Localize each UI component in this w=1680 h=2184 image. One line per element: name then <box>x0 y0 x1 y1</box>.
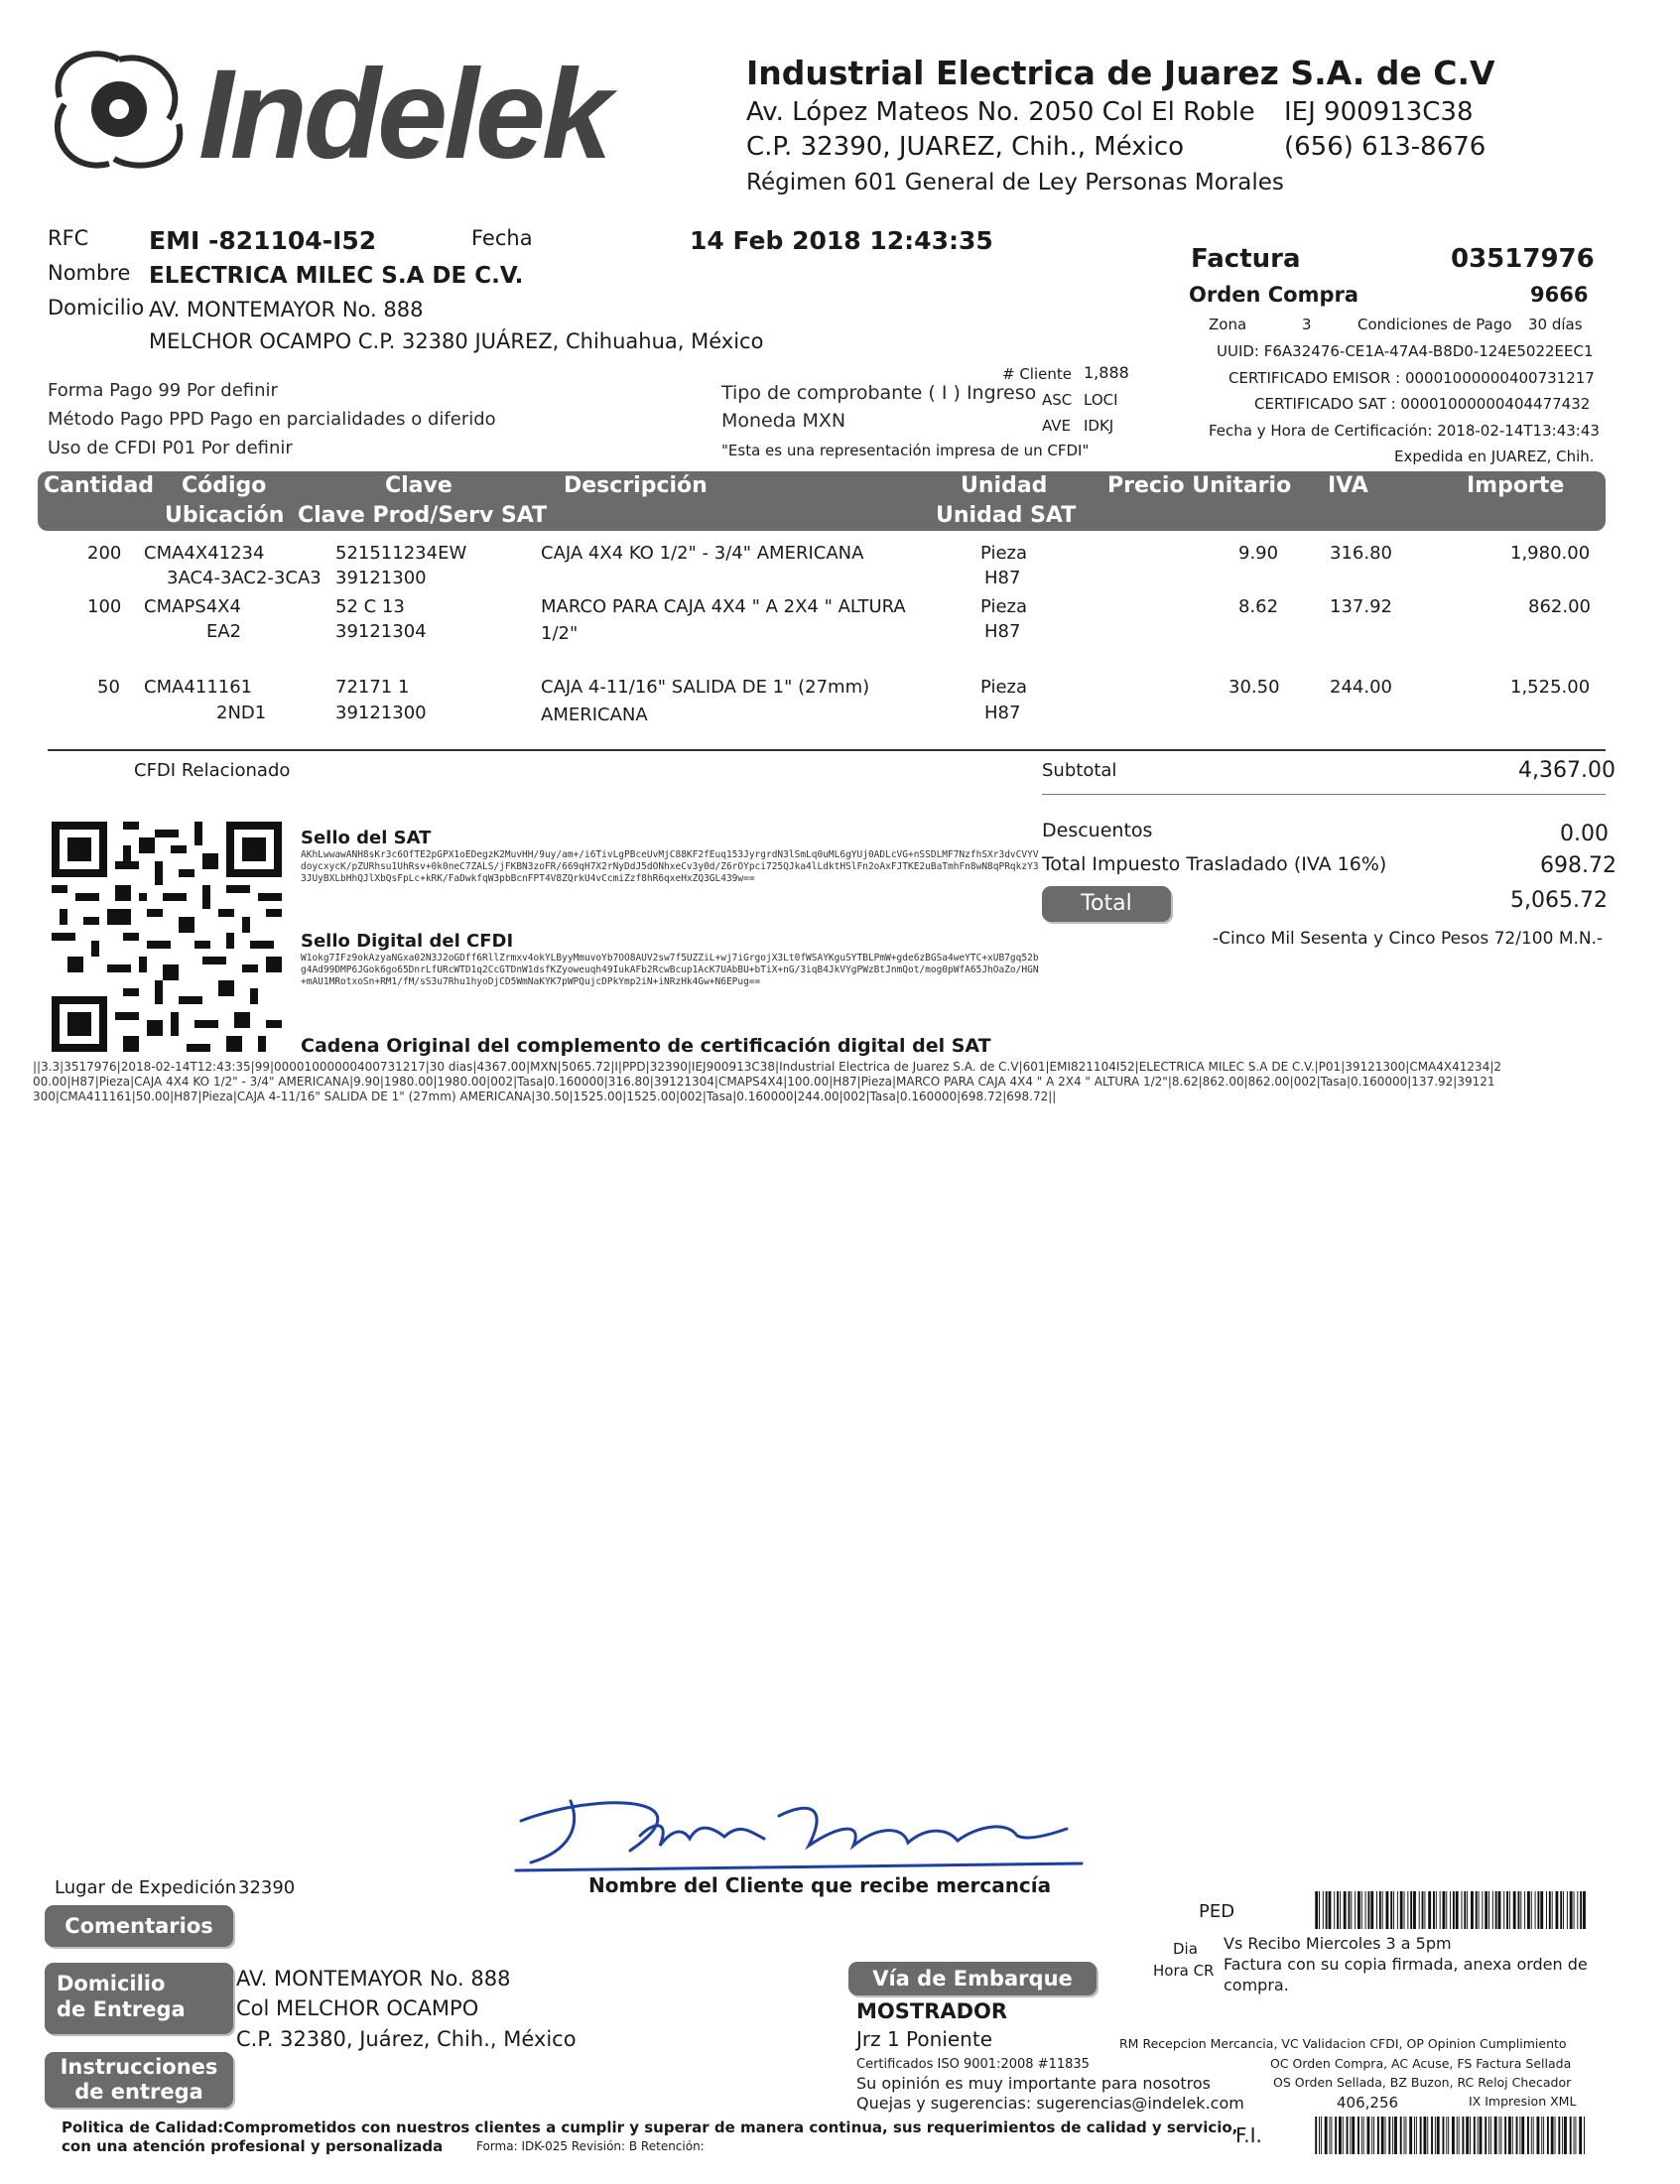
row-unidad-sat: H87 <box>984 568 1021 588</box>
rm-legend2: OC Orden Compra, AC Acuse, FS Factura Sellada <box>1270 2056 1572 2071</box>
sello-cfdi: W1okg7IFz9okAzyaNGxa02N3J2oGDff6RllZrmxv4okYLByyMmuvoYb7OO8AUV2sw7f5UZZiL+wj7iGrgojX3Lt0fWSAYKguSYTBLPmW+gde6zBGSa4weYTC+xUB7gq52bg4Ad99DMP6JGok6go65DnrLfURcWTD1q2CcGTDnW1dsfKZyoweuqh49IukAFb2RcwBcup1AcK7UAbBU+bTiX+nG/3iqB4JkVYgPWzBtJnmQot/mog0pWfA65JhOaZo/HGN+mAU1MRotxoSn+RM1/fM/sS3u7Rhu1hyoDjCD5WmNaKYK7pWPQujcDPkYmp2iN+iNRzHk4Gw+N6EPug== <box>301 953 1039 987</box>
cert-sat: CERTIFICADO SAT : 00001000000404477432 <box>1254 395 1591 413</box>
barcode-icon <box>1308 2117 1596 2154</box>
row-clave: 521511234EW <box>335 543 467 564</box>
jrz: Jrz 1 Poniente <box>856 2027 993 2051</box>
row-ubicacion: EA2 <box>206 621 242 642</box>
row-descripcion: CAJA 4-11/16" SALIDA DE 1" (27mm) <box>541 677 870 698</box>
row-importe: 1,525.00 <box>1510 677 1591 698</box>
sello-cfdi-label: Sello Digital del CFDI <box>301 931 514 952</box>
company-regimen: Régimen 601 General de Ley Personas Morales <box>746 170 1284 195</box>
row-unidad: Pieza <box>980 677 1028 698</box>
entrega-line1: AV. MONTEMAYOR No. 888 <box>236 1967 511 1991</box>
cadena-original: ||3.3|3517976|2018-02-14T12:43:35|99|00001000000400731217|30 dias|4367.00|MXN|5065.72|I|PPD|32390|IEJ900913C38|Industrial Electrica de Juarez S.A. de C.V|601|EMI821104I52|ELECTRICA MILEC S.A DE C.V.|P01|39121300|CMA4X41234|200.00|H87|Pieza|CAJA 4X4 KO 1/2" - 3/4" AMERICANA|9.90|1980.00|1980.00|002|Tasa|0.160000|316.80|39121304|CMAPS4X4|100.00|H87|Pieza|MARCO PARA CAJA 4X4 " A 2X4 " ALTURA 1/2"|8.62|862.00|862.00|002|Tasa|0.160000|137.92|39121300|CMA411161|50.00|H87|Pieza|CAJA 4-11/16" SALIDA DE 1" (27mm) AMERICANA|30.50|1525.00|1525.00|002|Tasa|0.160000|244.00|002|Tasa|0.160000|698.72|698.72|| <box>33 1060 1502 1103</box>
client-domicilio2: MELCHOR OCAMPO C.P. 32380 JUÁREZ, Chihuahua, México <box>149 329 764 353</box>
forma-revision: Forma: IDK-025 Revisión: B Retención: <box>476 2139 705 2153</box>
col-clave-prod: Clave Prod/Serv SAT <box>298 503 548 528</box>
row-unidad-sat: H87 <box>984 703 1021 723</box>
row-codigo: CMA411161 <box>144 677 253 698</box>
col-iva: IVA <box>1328 473 1368 498</box>
ave: IDKJ <box>1084 417 1114 435</box>
ix-impresion: IX Impresion XML <box>1469 2094 1577 2109</box>
asc: LOCI <box>1084 391 1118 409</box>
via-embarque-label: Vía de Embarque <box>848 1962 1097 1995</box>
ped: PED <box>1199 1901 1235 1922</box>
client-domicilio1: AV. MONTEMAYOR No. 888 <box>149 298 424 321</box>
col-ubicacion: Ubicación <box>165 503 285 528</box>
opinion1: Su opinión es muy importante para nosotros <box>856 2074 1212 2093</box>
client-nombre: ELECTRICA MILEC S.A DE C.V. <box>149 263 524 289</box>
row-precio: 8.62 <box>1238 596 1279 617</box>
politica-calidad2: con una atención profesional y personalizada <box>62 2137 444 2155</box>
indelek-logo-icon <box>40 40 198 179</box>
total-label: Total <box>1042 886 1171 922</box>
instrucciones-label <box>45 2052 233 2108</box>
signature-icon <box>511 1781 1087 1875</box>
col-precio: Precio Unitario <box>1107 473 1292 498</box>
opinion2: Quejas y sugerencias: sugerencias@indelek.com <box>856 2094 1244 2113</box>
subtotal-label: Subtotal <box>1042 760 1117 781</box>
client-rfc: EMI -821104-I52 <box>149 226 377 255</box>
fi-label: F.I. <box>1235 2123 1262 2147</box>
fecha-label: Fecha <box>471 226 533 250</box>
row-descripcion2: AMERICANA <box>541 705 648 725</box>
row-descripcion: CAJA 4X4 KO 1/2" - 3/4" AMERICANA <box>541 543 864 564</box>
instrucciones-line2: de entrega <box>74 2080 203 2104</box>
factura-copia1: Factura con su copia firmada, anexa orden de <box>1224 1955 1588 1974</box>
total-letra: -Cinco Mil Sesenta y Cinco Pesos 72/100 M.N.- <box>1213 929 1604 949</box>
leyenda-cfdi: "Esta es una representación impresa de un CFDI" <box>721 442 1090 459</box>
uuid: UUID: F6A32476-CE1A-47A4-B8D0-124E5022EEC1 <box>1217 342 1594 360</box>
rm-legend3: OS Orden Sellada, BZ Buzon, RC Reloj Checador <box>1273 2075 1572 2090</box>
zona-label: Zona <box>1209 316 1247 333</box>
fecha: 14 Feb 2018 12:43:35 <box>690 226 993 255</box>
hora-label: Hora CR <box>1153 1962 1215 1980</box>
ave-label: AVE <box>1042 417 1072 435</box>
entrega-line3: C.P. 32380, Juárez, Chih., México <box>236 2027 577 2051</box>
factura-label: Factura <box>1191 244 1301 274</box>
entrega-line2: Col MELCHOR OCAMPO <box>236 1996 479 2020</box>
folio-number: 406,256 <box>1337 2094 1399 2112</box>
row-iva: 244.00 <box>1330 677 1392 698</box>
condiciones-label: Condiciones de Pago <box>1357 316 1512 333</box>
domicilio-entrega-line1: Domicilio <box>57 1972 166 1995</box>
iso: Certificados ISO 9001:2008 #11835 <box>856 2057 1090 2072</box>
nombre-label: Nombre <box>48 261 131 285</box>
moneda: Moneda MXN <box>721 410 846 432</box>
lugar-label: Lugar de Expedición <box>55 1877 237 1898</box>
row-clave: 52 C 13 <box>335 596 405 617</box>
company-address2: C.P. 32390, JUAREZ, Chih., México <box>746 132 1185 162</box>
signature-label: Nombre del Cliente que recibe mercancía <box>588 1873 1052 1897</box>
domicilio-entrega-line2: de Entrega <box>57 1997 186 2021</box>
row-unidad: Pieza <box>980 596 1028 617</box>
qr-code-icon <box>42 822 292 1052</box>
mostrador: MOSTRADOR <box>856 1999 1008 2023</box>
instrucciones-line1: Instrucciones <box>60 2055 218 2079</box>
col-codigo: Código <box>182 473 267 498</box>
dia-label: Dia <box>1173 1940 1198 1958</box>
total: 5,065.72 <box>1510 888 1608 913</box>
row-iva: 316.80 <box>1330 543 1392 564</box>
company-rfc: IEJ 900913C38 <box>1284 97 1474 127</box>
barcode-icon <box>1308 1891 1596 1929</box>
row-codigo: CMA4X41234 <box>144 543 265 564</box>
domicilio-label: Domicilio <box>48 296 145 320</box>
company-name: Industrial Electrica de Juarez S.A. de C.V <box>746 54 1495 92</box>
uso-cfdi: Uso de CFDI P01 Por definir <box>48 438 293 458</box>
row-importe: 1,980.00 <box>1510 543 1591 564</box>
row-precio: 30.50 <box>1228 677 1280 698</box>
totals-divider <box>1042 794 1606 795</box>
sello-sat-label: Sello del SAT <box>301 828 432 848</box>
row-iva: 137.92 <box>1330 596 1392 617</box>
fecha-cert: Fecha y Hora de Certificación: 2018-02-14T13:43:43 <box>1209 422 1600 440</box>
row-importe: 862.00 <box>1528 596 1591 617</box>
cfdi-relacionado: CFDI Relacionado <box>134 760 291 781</box>
condiciones: 30 días <box>1528 316 1583 333</box>
row-clave-sat: 39121300 <box>335 568 427 588</box>
row-ubicacion: 2ND1 <box>216 703 267 723</box>
sello-sat: AKhLwwawANH8sKr3c6OfTE2pGPX1oEDegzK2MuvHH/9uy/am+/i6TivLgPBceUvMjC88KF2fEuq153JyrgrdN3lSmLq0uML6gYUj0ADLcVG+nSSDLMF7NzfhSXr3dvCVYVdoycxycK/pZURhsu1UhRsv+0k0neC7ZALS/jFKBN3zoFR/669qH7X2rNyDdJ5dONhxeCv3y0d/Z6rOYpci725QJka4lLdktHSlFn2oAxFJTKE2uBaTmhFn8wN8qPRqkzY33JUyBXLbHhQJlXbQsFpLc+kRK/FaDwkfqW3pbBcnFPT4V8ZQrkU4vCcmiZzf8hR6qxeHxZQ3GL439w== <box>301 849 1039 884</box>
descuentos-label: Descuentos <box>1042 820 1153 841</box>
factura-copia2: compra. <box>1224 1976 1289 1994</box>
cliente-number: 1,888 <box>1084 363 1129 382</box>
zona: 3 <box>1302 316 1312 333</box>
cadena-label: Cadena Original del complemento de certificación digital del SAT <box>301 1035 991 1057</box>
cliente-label: # Cliente <box>1002 365 1072 383</box>
col-unidad: Unidad <box>961 473 1048 498</box>
row-clave: 72171 1 <box>335 677 410 698</box>
row-clave-sat: 39121300 <box>335 703 427 723</box>
orden-number: 9666 <box>1530 283 1589 307</box>
orden-label: Orden Compra <box>1189 283 1359 307</box>
col-descripcion: Descripción <box>564 473 708 498</box>
subtotal: 4,367.00 <box>1518 758 1615 783</box>
col-cantidad: Cantidad <box>44 473 155 498</box>
company-phone: (656) 613-8676 <box>1284 132 1486 162</box>
rm-legend1: RM Recepcion Mercancia, VC Validacion CFDI, OP Opinion Cumplimiento <box>1119 2036 1567 2051</box>
table-header <box>38 471 1606 531</box>
metodo-pago: Método Pago PPD Pago en parcialidades o diferido <box>48 409 496 430</box>
forma-pago: Forma Pago 99 Por definir <box>48 380 278 401</box>
col-unidad-sat: Unidad SAT <box>936 503 1077 528</box>
expedida: Expedida en JUAREZ, Chih. <box>1394 448 1595 465</box>
row-clave-sat: 39121304 <box>335 621 427 642</box>
comentarios-label: Comentarios <box>45 1905 233 1947</box>
col-importe: Importe <box>1467 473 1565 498</box>
logo-text: Indelek <box>198 44 609 186</box>
rfc-label: RFC <box>48 226 89 250</box>
tipo-comprobante: Tipo de comprobante ( I ) Ingreso <box>721 382 1037 404</box>
impuesto-label: Total Impuesto Trasladado (IVA 16%) <box>1042 853 1387 875</box>
table-divider <box>48 749 1606 751</box>
row-cantidad: 50 <box>97 677 120 698</box>
row-descripcion2: 1/2" <box>541 623 579 644</box>
politica-calidad1: Politica de Calidad:Comprometidos con nuestros clientes a cumplir y superar de manera continua, sus requerimientos de calidad y servicio, <box>62 2119 1238 2136</box>
row-codigo: CMAPS4X4 <box>144 596 241 617</box>
company-address1: Av. López Mateos No. 2050 Col El Roble <box>746 97 1255 127</box>
factura-number: 03517976 <box>1451 244 1595 274</box>
row-descripcion: MARCO PARA CAJA 4X4 " A 2X4 " ALTURA <box>541 596 906 617</box>
row-unidad-sat: H87 <box>984 621 1021 642</box>
row-ubicacion: 3AC4-3AC2-3CA3 <box>167 568 322 588</box>
row-precio: 9.90 <box>1238 543 1279 564</box>
impuesto: 698.72 <box>1540 853 1616 878</box>
domicilio-entrega-label <box>45 1963 233 2034</box>
row-cantidad: 100 <box>87 596 122 617</box>
col-clave: Clave <box>385 473 452 498</box>
row-cantidad: 200 <box>87 543 122 564</box>
asc-label: ASC <box>1042 391 1073 409</box>
row-unidad: Pieza <box>980 543 1028 564</box>
vs-recibo: Vs Recibo Miercoles 3 a 5pm <box>1224 1934 1452 1953</box>
lugar: 32390 <box>238 1877 296 1898</box>
cert-emisor: CERTIFICADO EMISOR : 00001000000400731217 <box>1228 369 1595 387</box>
descuentos: 0.00 <box>1560 822 1609 846</box>
